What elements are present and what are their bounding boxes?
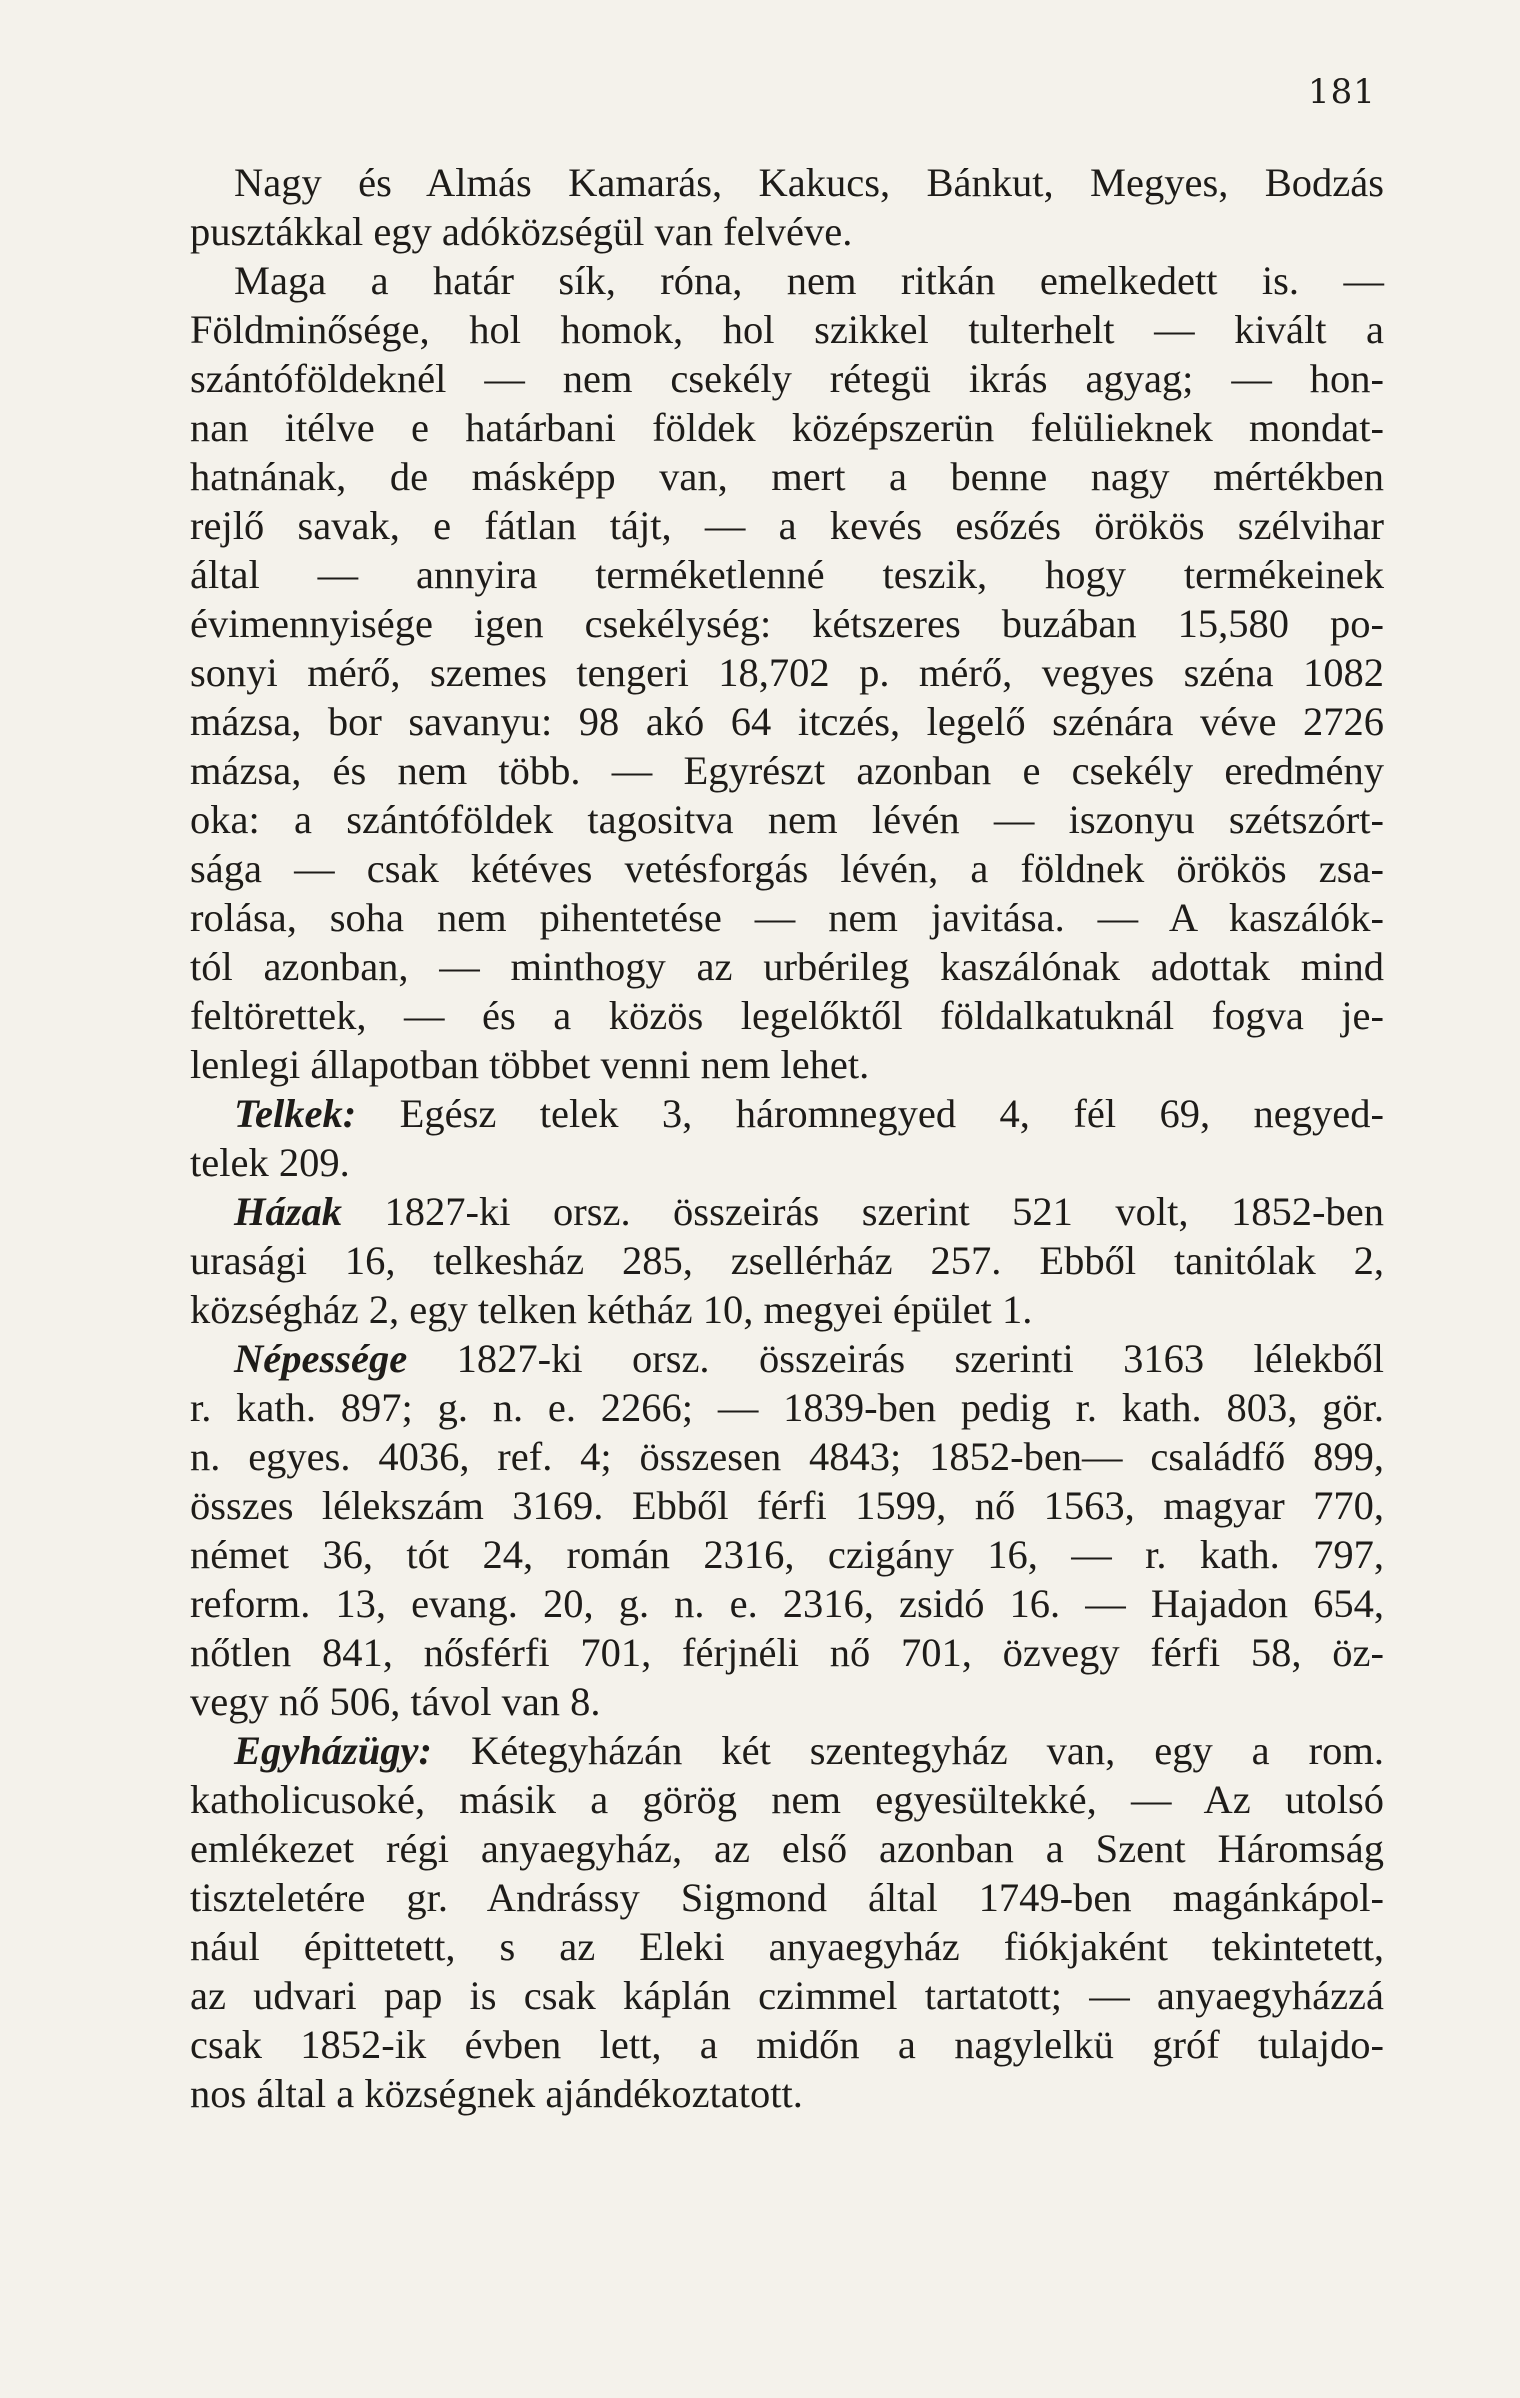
line-text: Egész telek 3, háromnegyed 4, fél 69, negyed- <box>356 1091 1384 1136</box>
line-text: tól azonban, — minthogy az urbérileg kaszálónak adottak mind <box>190 944 1384 989</box>
line-text: sonyi mérő, szemes tengeri 18,702 p. mérő, vegyes széna 1082 <box>190 650 1384 695</box>
text-line <box>190 844 1384 893</box>
text-line <box>190 746 1384 795</box>
text-line <box>190 1089 1384 1138</box>
text-line <box>190 501 1384 550</box>
text-line <box>190 550 1384 599</box>
line-text: az udvari pap is csak káplán czimmel tartatott; — anyaegyházzá <box>190 1973 1384 2018</box>
line-text: lenlegi állapotban többet venni nem lehet. <box>190 1042 870 1087</box>
line-text: katholicusoké, másik a görög nem egyesültekké, — Az utolsó <box>190 1777 1384 1822</box>
line-text: emlékezet régi anyaegyház, az első azonban a Szent Háromság <box>190 1826 1384 1871</box>
text-line <box>190 1530 1384 1579</box>
text-line <box>190 697 1384 746</box>
text-line <box>190 1824 1384 1873</box>
text-line <box>190 305 1384 354</box>
line-text: mázsa, bor savanyu: 98 akó 64 itczés, legelő szénára véve 2726 <box>190 699 1384 744</box>
line-text: összes lélekszám 3169. Ebből férfi 1599, nő 1563, magyar 770, <box>190 1483 1384 1528</box>
text-line <box>190 1187 1384 1236</box>
line-text: tiszteletére gr. Andrássy Sigmond által 1749-ben magánkápol- <box>190 1875 1384 1920</box>
text-line <box>190 893 1384 942</box>
line-text: által — annyira terméketlenné teszik, hogy termékeinek <box>190 552 1384 597</box>
text-line <box>190 1775 1384 1824</box>
line-text: Földminősége, hol homok, hol szikkel tulterhelt — kivált a <box>190 307 1384 352</box>
text-line <box>190 2020 1384 2069</box>
text-line <box>190 991 1384 1040</box>
text-line <box>190 1726 1384 1775</box>
text-line <box>190 1432 1384 1481</box>
line-text: községház 2, egy telken kétház 10, megyei épület 1. <box>190 1287 1033 1332</box>
text-line <box>190 1040 1384 1089</box>
line-text: 1827-ki orsz. összeirás szerinti 3163 lélekből <box>407 1336 1384 1381</box>
text-line <box>190 1236 1384 1285</box>
section-heading: Telkek: <box>234 1091 357 1136</box>
line-text: feltörettek, — és a közös legelőktől földalkatuknál fogva je- <box>190 993 1384 1038</box>
text-line <box>190 795 1384 844</box>
line-text: telek 209. <box>190 1140 350 1185</box>
line-text: nos által a községnek ajándékoztatott. <box>190 2071 803 2116</box>
text-line <box>190 158 1384 207</box>
line-text: évimennyisége igen csekélység: kétszeres buzában 15,580 po- <box>190 601 1384 646</box>
body-text <box>190 158 1384 2118</box>
line-text: r. kath. 897; g. n. e. 2266; — 1839-ben pedig r. kath. 803, gör. <box>190 1385 1384 1430</box>
text-line <box>190 1677 1384 1726</box>
text-line <box>190 1628 1384 1677</box>
text-line <box>190 1873 1384 1922</box>
line-text: oka: a szántóföldek tagositva nem lévén — iszonyu szétszórt- <box>190 797 1384 842</box>
line-text: nőtlen 841, nősférfi 701, férjnéli nő 701, özvegy férfi 58, öz- <box>190 1630 1384 1675</box>
line-text: urasági 16, telkesház 285, zsellérház 257. Ebből tanitólak 2, <box>190 1238 1384 1283</box>
text-line <box>190 1922 1384 1971</box>
text-line <box>190 354 1384 403</box>
section-heading: Egyházügy: <box>234 1728 433 1773</box>
text-line <box>190 1138 1384 1187</box>
text-line <box>190 256 1384 305</box>
line-text: szántóföldeknél — nem csekély rétegü ikrás agyag; — hon- <box>190 356 1384 401</box>
text-line <box>190 403 1384 452</box>
line-text: 1827-ki orsz. összeirás szerint 521 volt, 1852-ben <box>342 1189 1384 1234</box>
text-line <box>190 1971 1384 2020</box>
line-text: rejlő savak, e fátlan tájt, — a kevés esőzés örökös szélvihar <box>190 503 1384 548</box>
line-text: Kétegyházán két szentegyház van, egy a rom. <box>432 1728 1384 1773</box>
line-text: mázsa, és nem több. — Egyrészt azonban e csekély eredmény <box>190 748 1384 793</box>
page-number: 181 <box>1308 72 1376 112</box>
text-line <box>190 1334 1384 1383</box>
section-heading: Házak <box>234 1189 343 1234</box>
text-line <box>190 207 1384 256</box>
line-text: hatnának, de másképp van, mert a benne nagy mértékben <box>190 454 1384 499</box>
text-line <box>190 648 1384 697</box>
line-text: Nagy és Almás Kamarás, Kakucs, Bánkut, Megyes, Bodzás <box>234 160 1384 205</box>
text-line <box>190 1285 1384 1334</box>
text-line <box>190 942 1384 991</box>
section-heading: Népessége <box>234 1336 408 1381</box>
line-text: n. egyes. 4036, ref. 4; összesen 4843; 1852-ben— családfő 899, <box>190 1434 1384 1479</box>
line-text: vegy nő 506, távol van 8. <box>190 1679 601 1724</box>
line-text: csak 1852-ik évben lett, a midőn a nagylelkü gróf tulajdo- <box>190 2022 1384 2067</box>
line-text: nául épittetett, s az Eleki anyaegyház fiókjaként tekintetett, <box>190 1924 1384 1969</box>
line-text: pusztákkal egy adóközségül van felvéve. <box>190 209 853 254</box>
text-line <box>190 452 1384 501</box>
text-line <box>190 2069 1384 2118</box>
line-text: német 36, tót 24, román 2316, czigány 16, — r. kath. 797, <box>190 1532 1384 1577</box>
line-text: Maga a határ sík, róna, nem ritkán emelkedett is. — <box>234 258 1384 303</box>
line-text: sága — csak kétéves vetésforgás lévén, a földnek örökös zsa- <box>190 846 1384 891</box>
text-line <box>190 1579 1384 1628</box>
text-line <box>190 599 1384 648</box>
line-text: rolása, soha nem pihentetése — nem javitása. — A kaszálók- <box>190 895 1384 940</box>
line-text: nan itélve e határbani földek középszerün felülieknek mondat- <box>190 405 1384 450</box>
text-line <box>190 1481 1384 1530</box>
text-line <box>190 1383 1384 1432</box>
line-text: reform. 13, evang. 20, g. n. e. 2316, zsidó 16. — Hajadon 654, <box>190 1581 1384 1626</box>
